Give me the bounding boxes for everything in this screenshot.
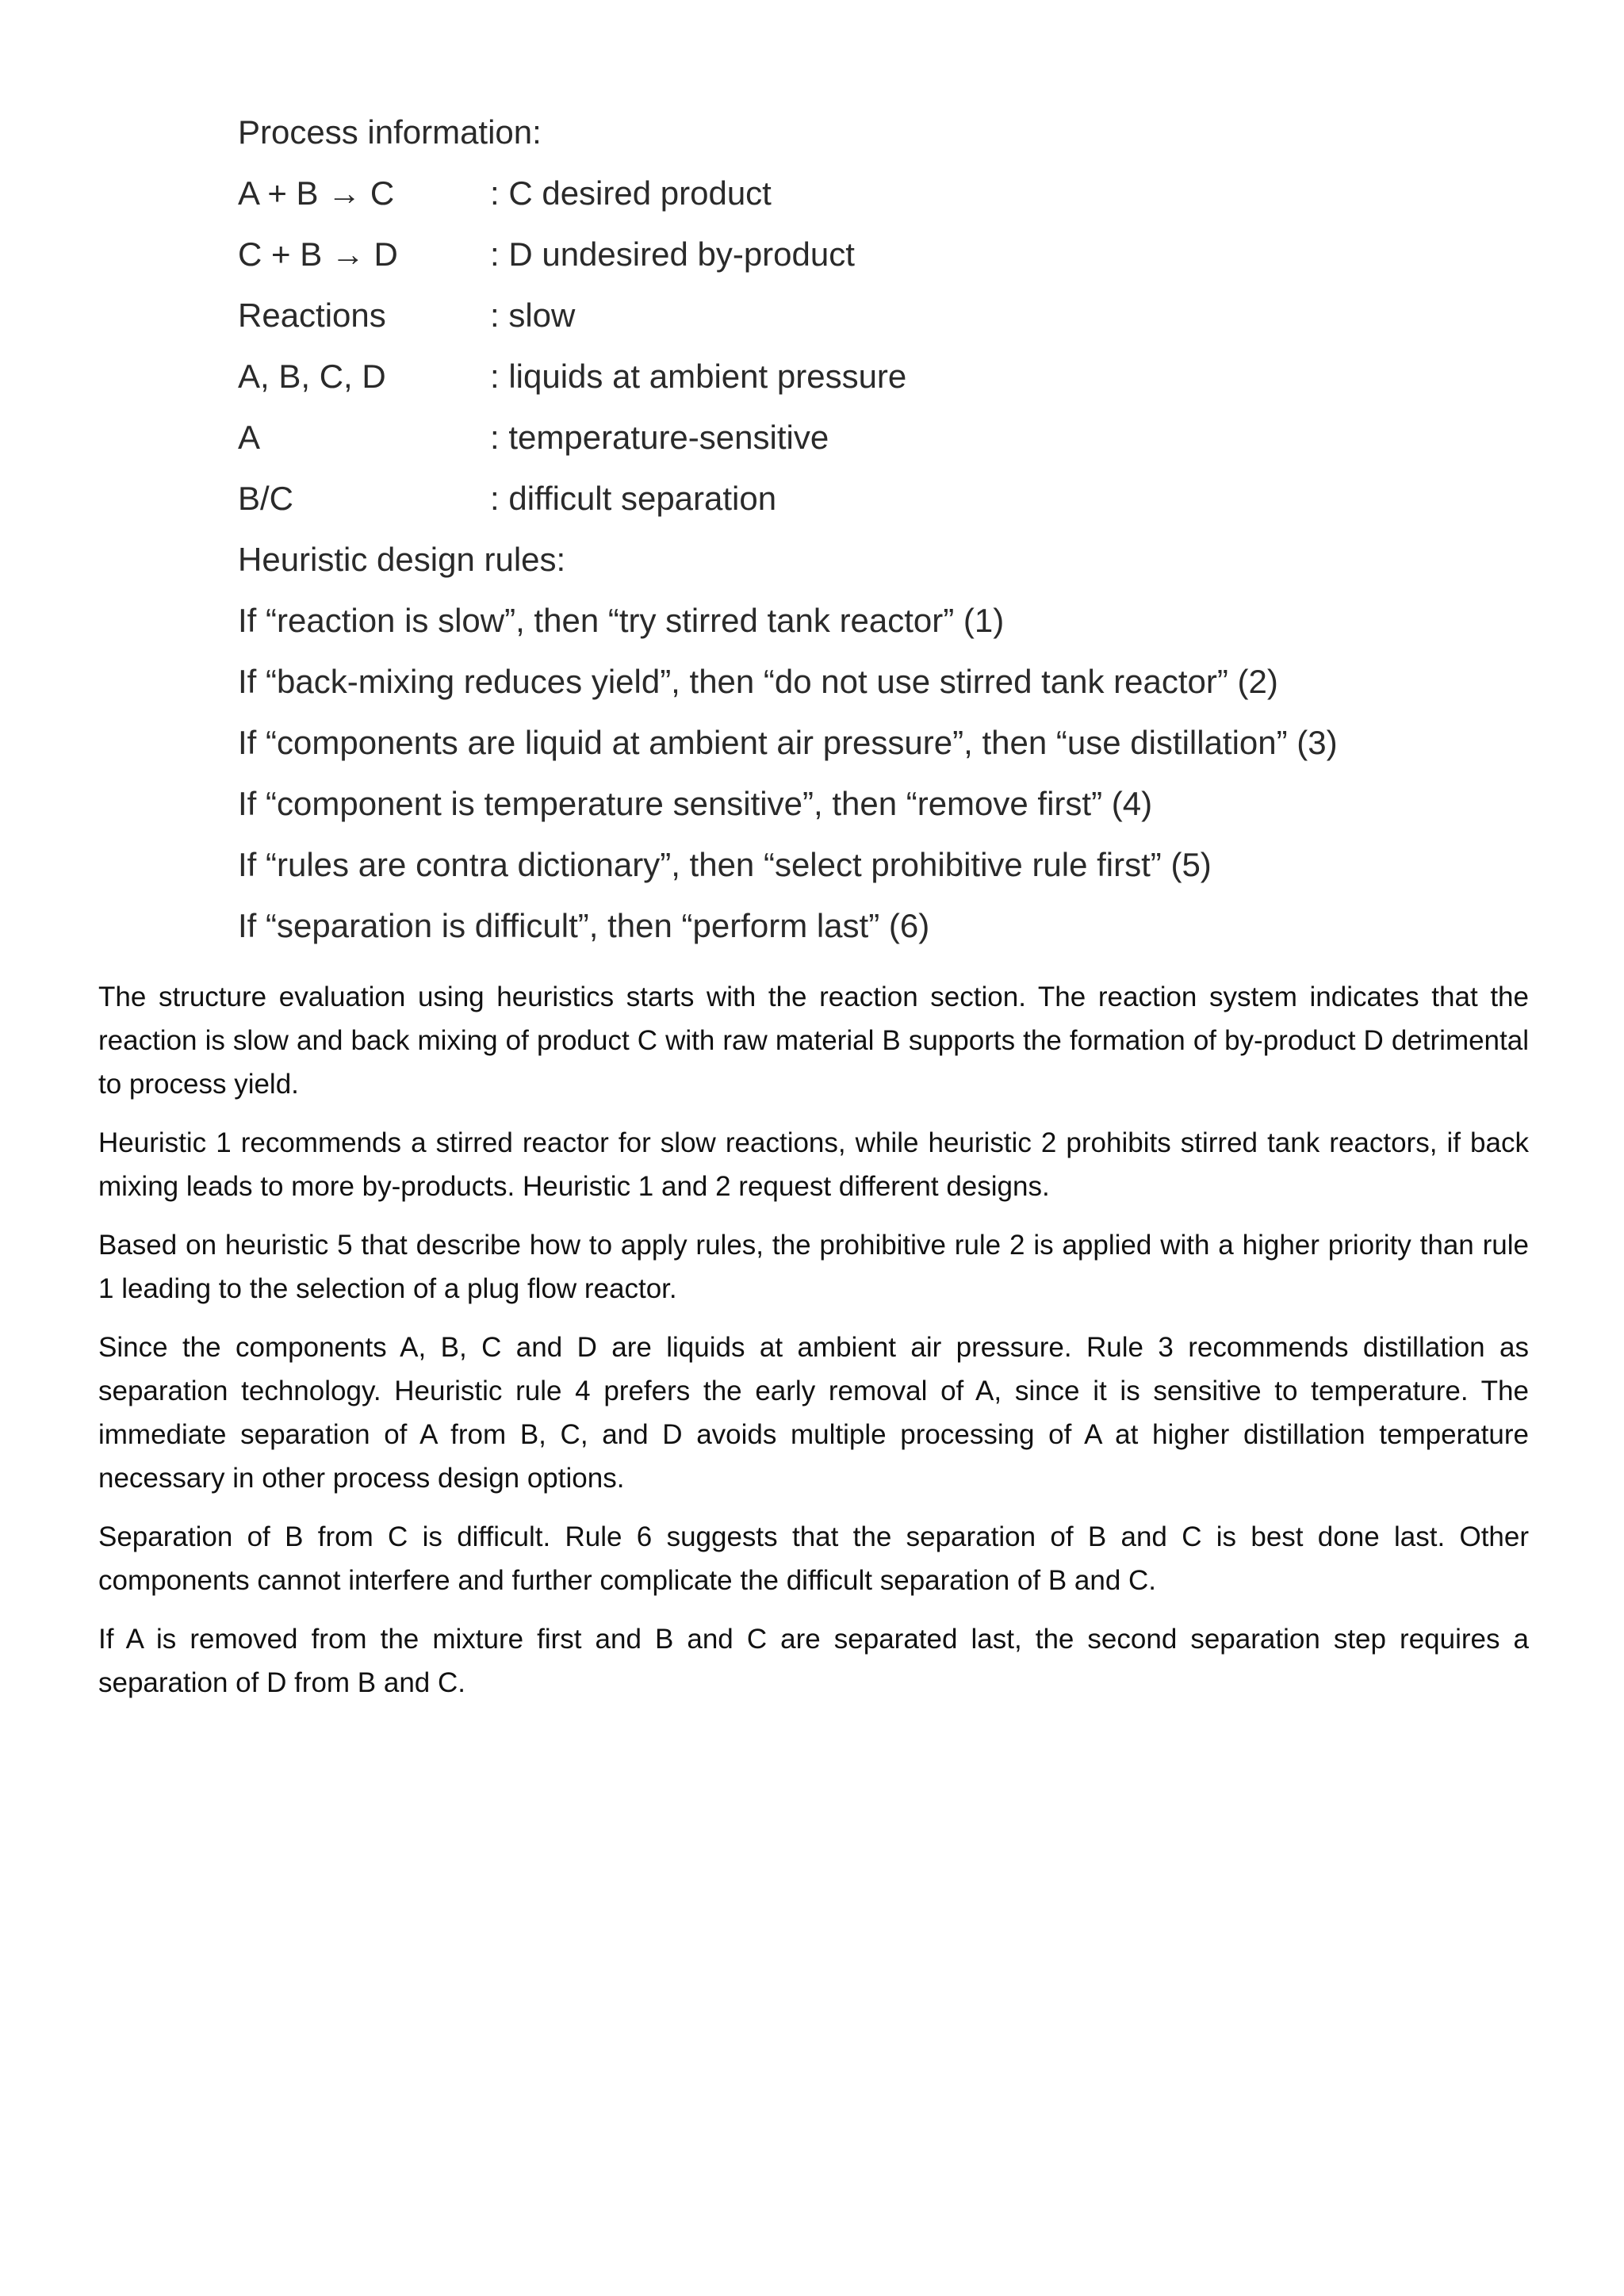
heuristic-rule-6: If “separation is difficult”, then “perform last” (6) bbox=[238, 907, 930, 944]
process-info-figure bbox=[238, 101, 1427, 956]
process-row-key: C + B → D bbox=[238, 235, 398, 273]
paragraph-separation-sequence: If A is removed from the mixture first and B and C are separated last, the second separation step requires a separation of D from B and C. bbox=[98, 1624, 1529, 1698]
heuristic-rule-3: If “components are liquid at ambient air pressure”, then “use distillation” (3) bbox=[238, 724, 1338, 761]
paragraph-separation-b-c: Separation of B from C is difficult. Rule 6 suggests that the separation of B and C is best done last. Other components cannot interfere and further complicate the difficult separation of B and C. bbox=[98, 1521, 1529, 1596]
heuristic-rule-2: If “back-mixing reduces yield”, then “do not use stirred tank reactor” (2) bbox=[238, 663, 1278, 700]
process-information-heading: Process information: bbox=[238, 113, 542, 151]
process-row-key: Reactions bbox=[238, 297, 386, 334]
heuristic-rule-1: If “reaction is slow”, then “try stirred tank reactor” (1) bbox=[238, 602, 1005, 639]
process-row-b-c bbox=[238, 468, 1427, 529]
process-row-value: : difficult separation bbox=[490, 480, 777, 517]
process-row-value: : C desired product bbox=[490, 174, 772, 212]
process-row-value: : D undesired by-product bbox=[490, 235, 855, 273]
heuristic-rule-5: If “rules are contra dictionary”, then “select prohibitive rule first” (5) bbox=[238, 846, 1212, 883]
process-row-key: A + B → C bbox=[238, 174, 395, 212]
process-row-key: B/C bbox=[238, 480, 294, 517]
process-row-components bbox=[238, 346, 1427, 407]
body-text bbox=[98, 975, 1529, 1720]
paragraph-reaction-section: The structure evaluation using heuristics starts with the reaction section. The reaction system indicates that the reaction is slow and back mixing of product C with raw material B supports the formation of by-product D detrimental to process yield. bbox=[98, 982, 1529, 1100]
paragraph-distillation: Since the components A, B, C and D are liquids at ambient air pressure. Rule 3 recommends distillation as separation technology. Heuristic rule 4 prefers the early removal of A, since it is sensitive to temperature. The immediate separation of A from B, C, and D avoids multiple processing of A at higher distillation temperature necessary in other process design options. bbox=[98, 1332, 1529, 1494]
heuristic-rule-4: If “component is temperature sensitive”, then “remove first” (4) bbox=[238, 785, 1153, 822]
heuristic-rules-heading: Heuristic design rules: bbox=[238, 541, 566, 578]
process-row-key: A, B, C, D bbox=[238, 358, 386, 395]
process-row-component-a bbox=[238, 407, 1427, 468]
process-row-value: : liquids at ambient pressure bbox=[490, 358, 907, 395]
process-row-key: A bbox=[238, 419, 261, 456]
paragraph-heuristic-5: Based on heuristic 5 that describe how to apply rules, the prohibitive rule 2 is applied with a higher priority than rule 1 leading to the selection of a plug flow reactor. bbox=[98, 1230, 1529, 1304]
process-row-reaction-2 bbox=[238, 224, 1427, 285]
process-row-value: : temperature-sensitive bbox=[490, 419, 829, 456]
process-row-reaction-1 bbox=[238, 163, 1427, 224]
paragraph-heuristic-1-2: Heuristic 1 recommends a stirred reactor for slow reactions, while heuristic 2 prohibits stirred tank reactors, if back mixing leads to more by-products. Heuristic 1 and 2 request different designs. bbox=[98, 1127, 1529, 1202]
process-row-reactions bbox=[238, 285, 1427, 346]
process-row-value: : slow bbox=[490, 297, 576, 334]
